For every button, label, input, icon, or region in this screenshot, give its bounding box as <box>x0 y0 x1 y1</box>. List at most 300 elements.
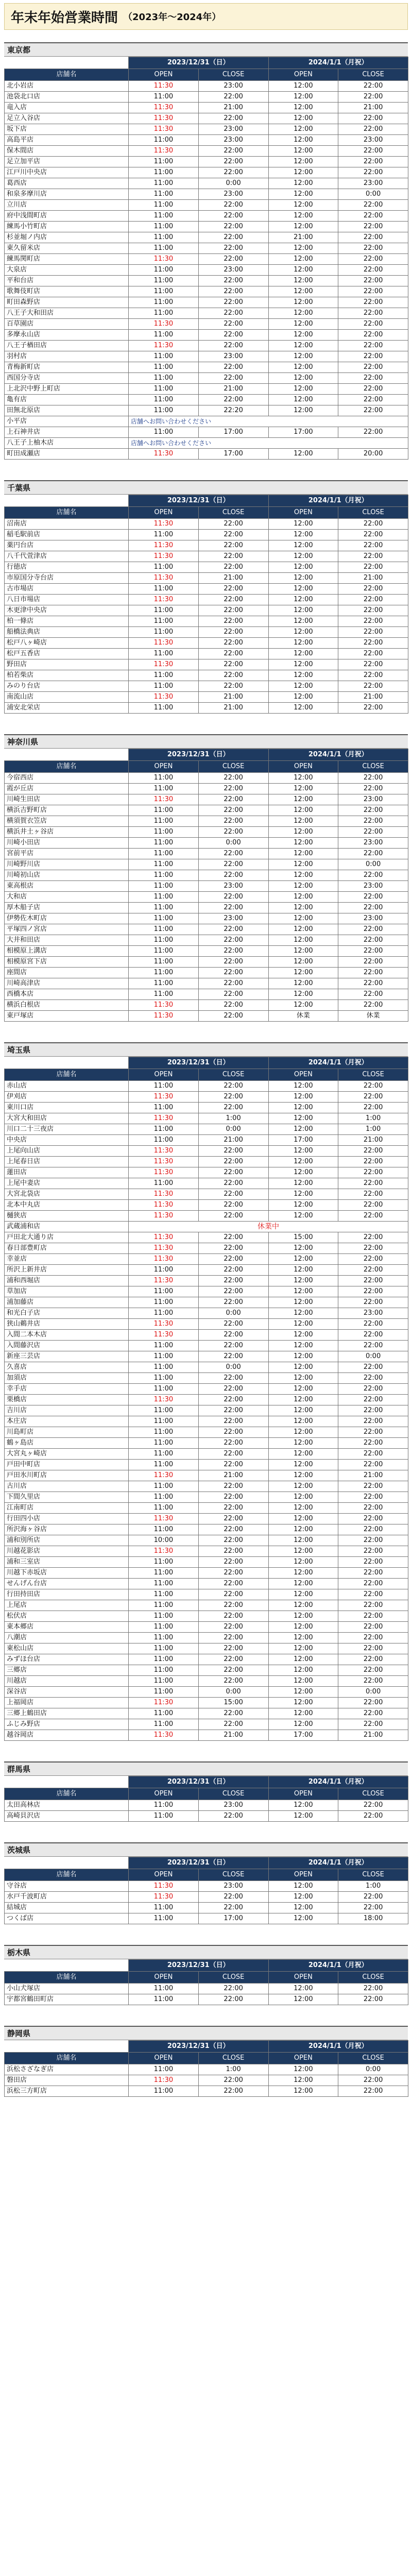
close-time: 22:00 <box>198 1492 268 1503</box>
open-time: 15:00 <box>268 1232 338 1243</box>
table-row <box>5 146 408 157</box>
close-time: 22:00 <box>338 1211 408 1222</box>
open-time: 12:00 <box>268 1395 338 1405</box>
table-row <box>5 1427 408 1438</box>
table-row <box>5 1286 408 1297</box>
table-row <box>5 946 408 957</box>
prefecture-section <box>0 734 412 1022</box>
close-time: 22:00 <box>338 1319 408 1330</box>
close-time: 22:00 <box>198 1092 268 1103</box>
open-time: 休業 <box>268 1011 338 1022</box>
open-time: 12:00 <box>268 1124 338 1135</box>
open-time: 12:00 <box>268 1146 338 1157</box>
table-row <box>5 1341 408 1351</box>
table-row <box>5 1146 408 1157</box>
table-row <box>5 1903 408 1913</box>
table-row <box>5 978 408 989</box>
open-time: 12:00 <box>268 330 338 341</box>
open-time: 11:00 <box>129 849 199 859</box>
close-time: 22:00 <box>338 1994 408 2005</box>
table-row <box>5 1189 408 1200</box>
close-time: 22:00 <box>338 1405 408 1416</box>
store-name: 上尾春日店 <box>5 1157 129 1167</box>
open-time: 11:00 <box>129 784 199 794</box>
close-time: 0:00 <box>338 1351 408 1362</box>
open-time: 12:00 <box>268 692 338 703</box>
close-time: 22:00 <box>198 849 268 859</box>
open-time: 11:00 <box>129 167 199 178</box>
close-time: 22:00 <box>198 870 268 881</box>
open-time: 12:00 <box>268 1178 338 1189</box>
store-name: 鶴ヶ島店 <box>5 1438 129 1449</box>
close-column-header: CLOSE <box>338 507 408 519</box>
open-time: 11:30 <box>129 1254 199 1265</box>
table-row <box>5 1800 408 1811</box>
close-time: 22:00 <box>198 659 268 670</box>
open-time: 12:00 <box>268 870 338 881</box>
close-time: 22:00 <box>198 1643 268 1654</box>
open-time: 11:00 <box>129 1687 199 1698</box>
open-column-header: OPEN <box>268 507 338 519</box>
open-time: 11:00 <box>129 1297 199 1308</box>
close-time: 22:00 <box>338 978 408 989</box>
table-row <box>5 1405 408 1416</box>
store-name: 川越花影店 <box>5 1546 129 1557</box>
column-header-row <box>5 1869 408 1881</box>
close-time: 22:00 <box>198 1405 268 1416</box>
store-name: 戸田氷川町店 <box>5 1470 129 1481</box>
close-time: 22:00 <box>338 1189 408 1200</box>
hours-table <box>4 1959 408 2005</box>
close-time: 22:00 <box>198 1514 268 1524</box>
close-time: 22:00 <box>198 243 268 254</box>
store-name: 平塚四ノ宮店 <box>5 924 129 935</box>
prefecture-heading: 群馬県 <box>4 1761 408 1776</box>
open-column-header: OPEN <box>129 1788 199 1800</box>
open-time: 11:00 <box>129 427 199 438</box>
close-time: 22:00 <box>198 1438 268 1449</box>
date-header-2023-12-31: 2023/12/31（日） <box>129 749 269 761</box>
close-time: 22:00 <box>198 1994 268 2005</box>
table-row <box>5 167 408 178</box>
date-header-row <box>5 495 408 507</box>
close-time: 22:00 <box>338 124 408 135</box>
prefecture-heading: 静岡県 <box>4 2026 408 2040</box>
open-time: 12:00 <box>268 649 338 659</box>
close-time: 22:00 <box>198 1157 268 1167</box>
table-row <box>5 1535 408 1546</box>
table-row <box>5 232 408 243</box>
close-time: 22:00 <box>338 1341 408 1351</box>
open-time: 11:30 <box>129 659 199 670</box>
open-time: 12:00 <box>268 1589 338 1600</box>
open-time: 11:00 <box>129 1416 199 1427</box>
store-name: 行徳店 <box>5 562 129 573</box>
close-time: 22:00 <box>198 551 268 562</box>
close-time: 22:00 <box>338 395 408 405</box>
open-time: 11:00 <box>129 968 199 978</box>
close-time: 22:00 <box>198 1395 268 1405</box>
open-time: 11:00 <box>129 530 199 540</box>
table-row <box>5 1362 408 1373</box>
close-time: 22:00 <box>198 1579 268 1589</box>
close-time: 22:00 <box>198 968 268 978</box>
open-column-header: OPEN <box>268 1069 338 1081</box>
close-time: 22:00 <box>198 1546 268 1557</box>
store-name: 足立加平店 <box>5 157 129 167</box>
store-name: 霞が丘店 <box>5 784 129 794</box>
close-time: 22:00 <box>338 935 408 946</box>
table-row <box>5 362 408 373</box>
open-column-header: OPEN <box>268 69 338 81</box>
page-subtitle: （2023年～2024年） <box>123 12 221 23</box>
table-row <box>5 405 408 416</box>
open-time: 12:00 <box>268 816 338 827</box>
open-time: 11:00 <box>129 286 199 297</box>
close-time: 21:00 <box>198 103 268 113</box>
table-row <box>5 178 408 189</box>
date-header-row <box>5 1776 408 1788</box>
open-time: 11:00 <box>129 92 199 103</box>
close-column-header: CLOSE <box>198 1788 268 1800</box>
table-row <box>5 681 408 692</box>
open-time: 12:00 <box>268 211 338 222</box>
close-time: 22:00 <box>338 1622 408 1633</box>
store-name: 沼南店 <box>5 519 129 530</box>
open-time: 11:00 <box>129 1351 199 1362</box>
table-row <box>5 968 408 978</box>
store-name: 入間二本木店 <box>5 1330 129 1341</box>
store-name: 新座三芸店 <box>5 1351 129 1362</box>
open-time: 12:00 <box>268 135 338 146</box>
store-name: 春日部豊町店 <box>5 1243 129 1254</box>
close-time: 22:00 <box>338 113 408 124</box>
open-time: 11:00 <box>129 1800 199 1811</box>
page-title-bar <box>4 3 408 30</box>
open-time: 12:00 <box>268 989 338 1000</box>
close-time: 22:00 <box>338 1800 408 1811</box>
open-time: 12:00 <box>268 1708 338 1719</box>
close-time: 22:00 <box>198 1211 268 1222</box>
close-time: 22:00 <box>338 1811 408 1822</box>
close-time: 22:00 <box>198 670 268 681</box>
table-row <box>5 416 408 427</box>
close-time: 22:00 <box>198 989 268 1000</box>
store-name: 柏若柴店 <box>5 670 129 681</box>
close-time: 22:00 <box>198 1892 268 1903</box>
open-time: 12:00 <box>268 1265 338 1276</box>
table-row <box>5 103 408 113</box>
table-row <box>5 222 408 232</box>
open-time: 11:00 <box>129 978 199 989</box>
close-time: 1:00 <box>198 1113 268 1124</box>
open-time: 12:00 <box>268 81 338 92</box>
open-time: 12:00 <box>268 530 338 540</box>
open-time: 12:00 <box>268 605 338 616</box>
store-name: 幸手店 <box>5 1384 129 1395</box>
store-name: 薬円台店 <box>5 540 129 551</box>
table-row <box>5 595 408 605</box>
open-time: 11:00 <box>129 1384 199 1395</box>
open-time: 12:00 <box>268 562 338 573</box>
open-time: 12:00 <box>268 913 338 924</box>
table-row <box>5 838 408 849</box>
table-row <box>5 1092 408 1103</box>
open-time: 12:00 <box>268 341 338 351</box>
store-column-header: 店舗名 <box>5 1788 129 1800</box>
open-time: 11:00 <box>129 1460 199 1470</box>
open-time: 11:00 <box>129 1362 199 1373</box>
close-time: 22:00 <box>198 519 268 530</box>
close-time: 22:00 <box>198 395 268 405</box>
open-time: 12:00 <box>268 1811 338 1822</box>
table-row <box>5 1351 408 1362</box>
close-time: 22:00 <box>338 1427 408 1438</box>
open-time: 12:00 <box>268 805 338 816</box>
open-time: 12:00 <box>268 616 338 627</box>
open-time: 11:00 <box>129 1427 199 1438</box>
open-time: 11:00 <box>129 1124 199 1135</box>
open-time: 12:00 <box>268 1341 338 1351</box>
close-time: 22:00 <box>338 1903 408 1913</box>
open-column-header: OPEN <box>268 761 338 773</box>
close-time: 22:00 <box>338 384 408 395</box>
open-time: 12:00 <box>268 1719 338 1730</box>
open-time: 12:00 <box>268 351 338 362</box>
close-column-header: CLOSE <box>198 69 268 81</box>
close-time: 0:00 <box>198 838 268 849</box>
store-name: 八王子大和田店 <box>5 308 129 319</box>
close-time: 23:00 <box>198 881 268 892</box>
open-time: 12:00 <box>268 2075 338 2086</box>
date-header-2023-12-31: 2023/12/31（日） <box>129 1057 269 1069</box>
close-time: 22:00 <box>338 254 408 265</box>
close-time: 22:00 <box>338 827 408 838</box>
open-time: 11:30 <box>129 2075 199 2086</box>
store-name: 百草園店 <box>5 319 129 330</box>
close-time: 22:00 <box>198 167 268 178</box>
table-row <box>5 2075 408 2086</box>
open-time: 12:00 <box>268 297 338 308</box>
close-time: 22:00 <box>198 113 268 124</box>
store-name: 上北沢中野上町店 <box>5 384 129 395</box>
open-time: 11:00 <box>129 373 199 384</box>
close-time: 22:00 <box>338 957 408 968</box>
table-row <box>5 1113 408 1124</box>
close-time: 22:00 <box>198 1286 268 1297</box>
close-time: 22:00 <box>338 232 408 243</box>
open-time: 11:30 <box>129 254 199 265</box>
close-time: 22:00 <box>198 627 268 638</box>
open-time: 11:00 <box>129 913 199 924</box>
close-time: 22:00 <box>338 670 408 681</box>
close-time: 22:00 <box>198 681 268 692</box>
open-time: 11:30 <box>129 1211 199 1222</box>
table-row <box>5 395 408 405</box>
date-header-2024-01-01: 2024/1/1（月祝） <box>268 1960 408 1972</box>
open-time: 11:30 <box>129 551 199 562</box>
open-time: 12:00 <box>268 784 338 794</box>
store-name: 所沢上新井店 <box>5 1265 129 1276</box>
close-time: 22:00 <box>198 1373 268 1384</box>
store-name: 木更津中央店 <box>5 605 129 616</box>
open-time: 12:00 <box>268 362 338 373</box>
close-time: 22:00 <box>198 946 268 957</box>
close-time: 22:00 <box>338 157 408 167</box>
store-name: 西橋本店 <box>5 989 129 1000</box>
close-time: 22:00 <box>338 1492 408 1503</box>
close-time: 22:00 <box>198 1178 268 1189</box>
section-spacer <box>0 1022 412 1042</box>
store-name: 町田森野店 <box>5 297 129 308</box>
close-time: 22:00 <box>198 297 268 308</box>
store-name: 大宮北袋店 <box>5 1189 129 1200</box>
table-row <box>5 1157 408 1167</box>
store-name: 越谷岡店 <box>5 1730 129 1741</box>
close-time: 22:00 <box>198 827 268 838</box>
close-time: 22:00 <box>338 81 408 92</box>
hours-table <box>4 1776 408 1822</box>
open-time: 11:30 <box>129 341 199 351</box>
store-name: 亀有店 <box>5 395 129 405</box>
close-time: 22:00 <box>198 816 268 827</box>
close-time: 22:00 <box>338 1514 408 1524</box>
close-time: 22:00 <box>338 649 408 659</box>
table-row <box>5 1449 408 1460</box>
table-row <box>5 659 408 670</box>
open-time: 12:00 <box>268 1167 338 1178</box>
table-row <box>5 1913 408 1924</box>
store-name: 伊刈店 <box>5 1092 129 1103</box>
close-time: 22:00 <box>338 243 408 254</box>
store-name: 宮前平店 <box>5 849 129 859</box>
table-row <box>5 1698 408 1708</box>
close-time: 22:00 <box>198 1000 268 1011</box>
open-time: 12:00 <box>268 103 338 113</box>
open-time: 12:00 <box>268 1243 338 1254</box>
open-time: 12:00 <box>268 1568 338 1579</box>
close-time: 22:00 <box>198 222 268 232</box>
table-row <box>5 935 408 946</box>
open-time: 11:30 <box>129 81 199 92</box>
open-time: 12:00 <box>268 1892 338 1903</box>
close-time: 22:00 <box>198 1654 268 1665</box>
store-name: 本庄店 <box>5 1416 129 1427</box>
open-time: 11:00 <box>129 384 199 395</box>
close-time: 22:00 <box>198 1708 268 1719</box>
close-time: 22:00 <box>198 330 268 341</box>
open-time: 11:30 <box>129 1514 199 1524</box>
open-time: 12:00 <box>268 1903 338 1913</box>
close-time: 22:00 <box>338 849 408 859</box>
close-time: 22:00 <box>338 1178 408 1189</box>
close-column-header: CLOSE <box>338 761 408 773</box>
close-time: 15:00 <box>198 1698 268 1708</box>
table-row <box>5 341 408 351</box>
open-time: 11:00 <box>129 1438 199 1449</box>
open-time: 11:00 <box>129 957 199 968</box>
open-time: 12:00 <box>268 903 338 913</box>
table-row <box>5 859 408 870</box>
table-row <box>5 903 408 913</box>
open-column-header: OPEN <box>129 1869 199 1881</box>
open-time: 11:00 <box>129 1524 199 1535</box>
open-time: 12:00 <box>268 659 338 670</box>
table-row <box>5 211 408 222</box>
store-name: 伊勢佐木町店 <box>5 913 129 924</box>
close-time: 21:00 <box>338 573 408 584</box>
table-row <box>5 200 408 211</box>
open-time: 11:30 <box>129 103 199 113</box>
prefecture-heading: 栃木県 <box>4 1945 408 1959</box>
open-column-header: OPEN <box>268 1869 338 1881</box>
close-time: 22:00 <box>198 1503 268 1514</box>
open-time: 12:00 <box>268 773 338 784</box>
store-name: 草加店 <box>5 1286 129 1297</box>
column-header-row <box>5 1069 408 1081</box>
sections-container <box>0 42 412 2097</box>
table-row <box>5 519 408 530</box>
store-name: 杉並堀ノ内店 <box>5 232 129 243</box>
close-time: 21:00 <box>198 573 268 584</box>
contact-store-note: 店舗へお問い合わせください <box>129 438 408 449</box>
close-time: 22:00 <box>198 1297 268 1308</box>
open-time: 12:00 <box>268 703 338 714</box>
close-time: 22:00 <box>338 1384 408 1395</box>
open-time: 11:30 <box>129 146 199 157</box>
table-row <box>5 1557 408 1568</box>
table-row <box>5 1178 408 1189</box>
store-name: 三郷上鶴田店 <box>5 1708 129 1719</box>
prefecture-section <box>0 1842 412 1924</box>
close-time: 22:00 <box>198 308 268 319</box>
table-row <box>5 1568 408 1579</box>
close-time: 22:00 <box>198 1460 268 1470</box>
open-time: 11:30 <box>129 1319 199 1330</box>
date-header-2024-01-01: 2024/1/1（月祝） <box>268 495 408 507</box>
close-time: 23:00 <box>338 1308 408 1319</box>
table-row <box>5 1308 408 1319</box>
open-time: 12:00 <box>268 92 338 103</box>
table-row <box>5 784 408 794</box>
open-time: 12:00 <box>268 1654 338 1665</box>
prefecture-section <box>0 42 412 460</box>
open-time: 11:30 <box>129 1000 199 1011</box>
date-header-row <box>5 1857 408 1869</box>
open-time: 11:00 <box>129 838 199 849</box>
table-row <box>5 1481 408 1492</box>
close-column-header: CLOSE <box>338 69 408 81</box>
table-row <box>5 1124 408 1135</box>
open-time: 12:00 <box>268 827 338 838</box>
close-time: 17:00 <box>198 449 268 460</box>
open-time: 12:00 <box>268 1384 338 1395</box>
open-time: 12:00 <box>268 1200 338 1211</box>
store-name: 竜入店 <box>5 103 129 113</box>
close-time: 22:00 <box>198 1676 268 1687</box>
store-name: 東川口店 <box>5 1103 129 1113</box>
store-name: 池袋北口店 <box>5 92 129 103</box>
hours-table <box>4 495 408 714</box>
open-time: 12:00 <box>268 1665 338 1676</box>
close-time: 22:00 <box>338 1373 408 1384</box>
open-time: 11:00 <box>129 1719 199 1730</box>
date-header-2024-01-01: 2024/1/1（月祝） <box>268 1776 408 1788</box>
close-time: 22:00 <box>198 200 268 211</box>
open-time: 10:00 <box>129 1535 199 1546</box>
header-blank-cell <box>5 1960 129 1972</box>
open-time: 12:00 <box>268 1524 338 1535</box>
